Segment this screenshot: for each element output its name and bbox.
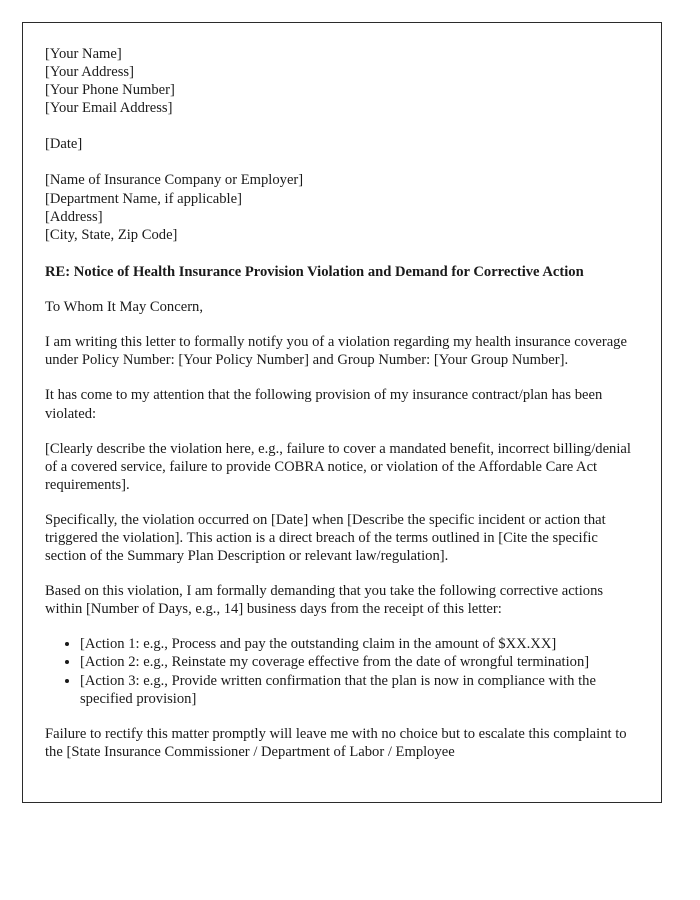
paragraph-intro: I am writing this letter to formally notify you of a violation regarding my health insurance coverage under Policy Number: [Your Policy Number] and Group Number: [Your Group Number]. [45,334,627,369]
document-content [23,23,662,761]
sender-address-block [45,45,641,117]
recipient-department: [Department Name, if applicable] [45,190,242,207]
paragraph-attention: It has come to my attention that the following provision of my insurance contract/plan has been violated: [45,387,603,422]
salutation: To Whom It May Concern, [45,299,203,316]
subject-line: RE: Notice of Health Insurance Provision Violation and Demand for Corrective Action [45,263,584,280]
list-item: • [Action 3: e.g., Provide written confirmation that the plan is now in compliance with the specified provision] [80,672,641,708]
paragraph-escalation: Failure to rectify this matter promptly will leave me with no choice but to escalate this complaint to the [State Insurance Commissioner / Department of Labor / Employee [45,725,627,760]
sender-name: [Your Name] [45,46,122,62]
sender-email: [Your Email Address] [45,100,173,117]
recipient-city-state-zip: [City, State, Zip Code] [45,226,178,243]
paragraph-demand: Based on this violation, I am formally demanding that you take the following corrective actions within [Number of Days, e.g., 14] business days from the receipt of this letter: [45,583,604,618]
recipient-company: [Name of Insurance Company or Employer] [45,172,304,189]
corrective-action-list [45,635,641,707]
recipient-address-block [45,171,641,243]
document-page [22,22,662,803]
list-item: • [Action 2: e.g., Reinstate my coverage effective from the date of wrongful termination] [80,653,641,671]
paragraph-violation-description: [Clearly describe the violation here, e.g., failure to cover a mandated benefit, incorrect billing/denial of a covered service, failure to provide COBRA notice, or violation of the Affordable Care Act requirements]. [45,440,631,493]
recipient-address: [Address] [45,208,103,225]
sender-phone: [Your Phone Number] [45,82,175,99]
paragraph-specifics: Specifically, the violation occurred on [Date] when [Describe the specific incident or action that triggered the violation]. This action is a direct breach of the terms outlined in [Cite the specific section of the Summary Plan Description or relevant law/regulation]. [45,511,606,565]
letter-date: [Date] [45,136,83,153]
list-item: • [Action 1: e.g., Process and pay the outstanding claim in the amount of $XX.XX] [80,635,641,653]
letter-body [45,45,641,761]
sender-address: [Your Address] [45,64,134,81]
